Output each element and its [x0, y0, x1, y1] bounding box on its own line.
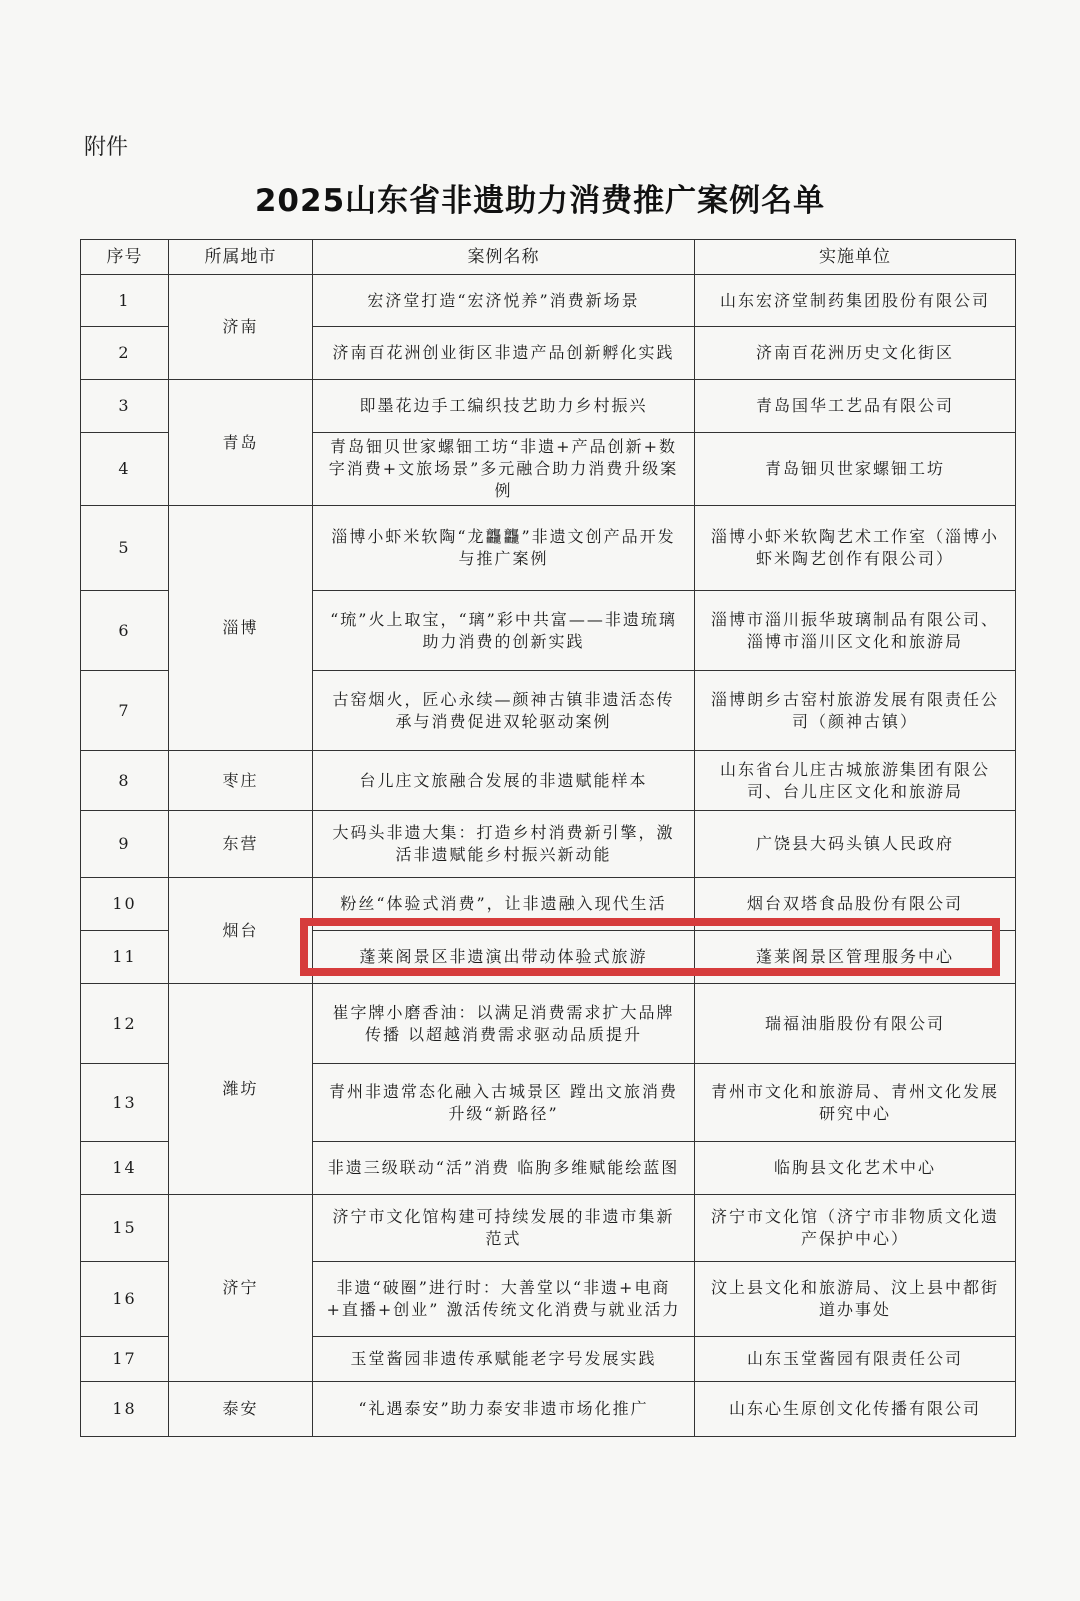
case-name: 青州非遗常态化融入古城景区 蹚出文旅消费升级“新路径”	[313, 1064, 695, 1142]
row-no: 14	[81, 1142, 169, 1195]
case-name: 玉堂酱园非遗传承赋能老字号发展实践	[313, 1337, 695, 1382]
row-no: 13	[81, 1064, 169, 1142]
implementing-org: 广饶县大码头镇人民政府	[695, 811, 1016, 878]
case-name: 济宁市文化馆构建可持续发展的非遗市集新范式	[313, 1195, 695, 1262]
implementing-org: 山东玉堂酱园有限责任公司	[695, 1337, 1016, 1382]
implementing-org: 淄博小虾米软陶艺术工作室（淄博小虾米陶艺创作有限公司）	[695, 506, 1016, 591]
case-name: “礼遇泰安”助力泰安非遗市场化推广	[313, 1382, 695, 1437]
table-row	[81, 751, 1016, 811]
row-no: 1	[81, 275, 169, 327]
implementing-org: 青州市文化和旅游局、青州文化发展研究中心	[695, 1064, 1016, 1142]
header-city: 所属地市	[169, 240, 313, 275]
case-name: 济南百花洲创业街区非遗产品创新孵化实践	[313, 327, 695, 380]
table-row	[81, 275, 1016, 327]
row-no: 6	[81, 591, 169, 671]
table-header-row	[81, 240, 1016, 275]
implementing-org: 瑞福油脂股份有限公司	[695, 984, 1016, 1064]
implementing-org: 烟台双塔食品股份有限公司	[695, 878, 1016, 931]
table-row	[81, 506, 1016, 591]
highlight-annotation-box	[300, 918, 1000, 976]
case-name: “琉”火上取宝，“璃”彩中共富——非遗琉璃助力消费的创新实践	[313, 591, 695, 671]
implementing-org: 山东心生原创文化传播有限公司	[695, 1382, 1016, 1437]
implementing-org: 汶上县文化和旅游局、汶上县中都街道办事处	[695, 1262, 1016, 1337]
case-name: 台儿庄文旅融合发展的非遗赋能样本	[313, 751, 695, 811]
header-case: 案例名称	[313, 240, 695, 275]
table-row	[81, 984, 1016, 1064]
city-cell: 济南	[169, 275, 313, 380]
row-no: 11	[81, 931, 169, 984]
row-no: 4	[81, 433, 169, 506]
city-cell: 淄博	[169, 506, 313, 751]
implementing-org: 蓬莱阁景区管理服务中心	[695, 931, 1016, 984]
attachment-label: 附件	[84, 135, 129, 160]
case-list-table	[80, 239, 1016, 1437]
table-row	[81, 1195, 1016, 1262]
case-name: 粉丝“体验式消费”，让非遗融入现代生活	[313, 878, 695, 931]
implementing-org: 淄博朗乡古窑村旅游发展有限责任公司（颜神古镇）	[695, 671, 1016, 751]
implementing-org: 淄博市淄川振华玻璃制品有限公司、淄博市淄川区文化和旅游局	[695, 591, 1016, 671]
row-no: 9	[81, 811, 169, 878]
case-name: 大码头非遗大集：打造乡村消费新引擎，激活非遗赋能乡村振兴新动能	[313, 811, 695, 878]
implementing-org: 青岛钿贝世家螺钿工坊	[695, 433, 1016, 506]
case-name: 非遗“破圈”进行时：大善堂以“非遗+电商+直播+创业” 激活传统文化消费与就业活力	[313, 1262, 695, 1337]
row-no: 12	[81, 984, 169, 1064]
city-cell: 泰安	[169, 1382, 313, 1437]
implementing-org: 青岛国华工艺品有限公司	[695, 380, 1016, 433]
row-no: 17	[81, 1337, 169, 1382]
city-cell: 济宁	[169, 1195, 313, 1382]
case-name: 非遗三级联动“活”消费 临朐多维赋能绘蓝图	[313, 1142, 695, 1195]
case-name: 青岛钿贝世家螺钿工坊“非遗+产品创新+数字消费+文旅场景”多元融合助力消费升级案例	[313, 433, 695, 506]
case-name: 崔字牌小磨香油：以满足消费需求扩大品牌传播 以超越消费需求驱动品质提升	[313, 984, 695, 1064]
case-name: 淄博小虾米软陶“龙龘龘”非遗文创产品开发与推广案例	[313, 506, 695, 591]
city-cell: 青岛	[169, 380, 313, 506]
case-name: 即墨花边手工编织技艺助力乡村振兴	[313, 380, 695, 433]
row-no: 18	[81, 1382, 169, 1437]
city-cell: 潍坊	[169, 984, 313, 1195]
implementing-org: 山东宏济堂制药集团股份有限公司	[695, 275, 1016, 327]
row-no: 5	[81, 506, 169, 591]
table-row	[81, 1382, 1016, 1437]
table-row	[81, 380, 1016, 433]
city-cell: 烟台	[169, 878, 313, 984]
implementing-org: 济宁市文化馆（济宁市非物质文化遗产保护中心）	[695, 1195, 1016, 1262]
row-no: 10	[81, 878, 169, 931]
case-name: 古窑烟火，匠心永续—颜神古镇非遗活态传承与消费促进双轮驱动案例	[313, 671, 695, 751]
row-no: 7	[81, 671, 169, 751]
document-title: 2025山东省非遗助力消费推广案例名单	[254, 183, 826, 219]
header-no: 序号	[81, 240, 169, 275]
row-no: 3	[81, 380, 169, 433]
implementing-org: 山东省台儿庄古城旅游集团有限公司、台儿庄区文化和旅游局	[695, 751, 1016, 811]
implementing-org: 济南百花洲历史文化街区	[695, 327, 1016, 380]
header-org: 实施单位	[695, 240, 1016, 275]
row-no: 8	[81, 751, 169, 811]
city-cell: 枣庄	[169, 751, 313, 811]
city-cell: 东营	[169, 811, 313, 878]
table-row	[81, 811, 1016, 878]
row-no: 15	[81, 1195, 169, 1262]
case-name: 蓬莱阁景区非遗演出带动体验式旅游	[313, 931, 695, 984]
case-name: 宏济堂打造“宏济悦养”消费新场景	[313, 275, 695, 327]
row-no: 16	[81, 1262, 169, 1337]
implementing-org: 临朐县文化艺术中心	[695, 1142, 1016, 1195]
row-no: 2	[81, 327, 169, 380]
